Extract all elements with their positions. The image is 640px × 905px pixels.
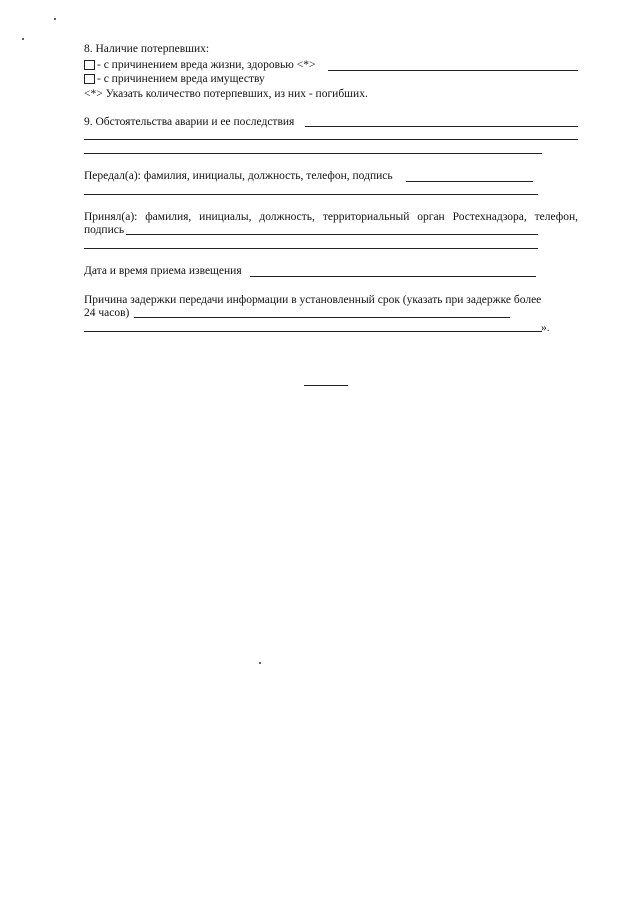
- sender-field-line2[interactable]: [84, 194, 538, 195]
- receiver-label-signature: подпись: [84, 224, 125, 236]
- received-date-field[interactable]: [250, 276, 536, 277]
- scan-speck: [259, 662, 261, 664]
- delay-reason-label-hours: 24 часов): [84, 307, 130, 319]
- checkbox-harm-property[interactable]: [84, 74, 95, 84]
- sender-label: Передал(а): фамилия, инициалы, должность, телефон, подпись: [84, 170, 393, 182]
- sender-field-line1[interactable]: [406, 181, 533, 182]
- circumstances-field-line3[interactable]: [84, 153, 542, 154]
- delay-reason-field-line2[interactable]: [84, 331, 542, 332]
- circumstances-field-line1[interactable]: [305, 126, 578, 127]
- section9-title: 9. Обстоятельства аварии и ее последствия: [84, 116, 295, 128]
- section8-title: 8. Наличие потерпевших:: [84, 43, 210, 55]
- victims-count-field[interactable]: [328, 70, 578, 71]
- delay-reason-closing-quote: ».: [541, 322, 550, 334]
- circumstances-field-line2[interactable]: [84, 139, 578, 140]
- checkbox-harm-life-health[interactable]: [84, 60, 95, 70]
- received-date-label: Дата и время приема извещения: [84, 265, 242, 277]
- scan-speck: [22, 38, 24, 40]
- delay-reason-label: Причина задержки передачи информации в установленный срок (указать при задержке более: [84, 294, 542, 306]
- receiver-field-line1[interactable]: [126, 234, 538, 235]
- victims-note: <*> Указать количество потерпевших, из них - погибших.: [84, 88, 368, 100]
- end-divider: [304, 385, 348, 386]
- option-harm-property: - с причинением вреда имуществу: [97, 73, 265, 85]
- option-harm-life-health: - с причинением вреда жизни, здоровью <*>: [97, 59, 316, 71]
- receiver-label: Принял(а): фамилия, инициалы, должность, территориальный орган Ростехнадзора, телефон,: [84, 211, 578, 223]
- scan-speck: [54, 18, 56, 20]
- receiver-field-line2[interactable]: [84, 248, 538, 249]
- delay-reason-field-line1[interactable]: [134, 317, 510, 318]
